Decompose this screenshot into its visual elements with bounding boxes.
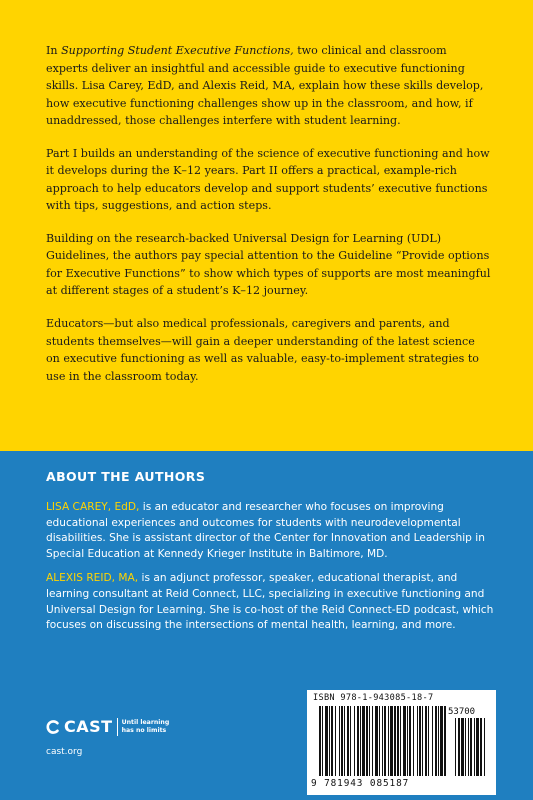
description-paragraph-3: Building on the research-backed Universal Design for Learning (UDL) Guidelines, the authors pay special attention to the Guideline “Provide options for Executive Functions” to show which types of supports are most meaningful at different stages of a student’s K–12 journey. [46, 231, 491, 298]
description-text [46, 42, 491, 400]
author-name-reid: ALEXIS REID, MA, [46, 572, 139, 585]
bio-alexis-reid [46, 571, 496, 633]
price-code: 53700 [448, 707, 476, 717]
tagline-line-1: Until learning [121, 719, 170, 726]
author-name-carey: LISA CAREY, EdD, [46, 501, 140, 513]
logo-row [46, 717, 246, 736]
description-paragraph-4: Educators—but also medical professionals, caregivers and parents, and students themselves—will gain a deeper understanding of the latest science on executive functioning as well as valuable, easy-to-implement strategies to use in the classroom today. [46, 317, 479, 383]
book-title: Supporting Student Executive Functions, [61, 44, 294, 57]
author-bio-reid: is an adjunct professor, speaker, educational therapist, and learning consultant at Reid Connect, LLC, specializing in executive functioning and Universal Design for Learning. She is co-host of the Reid Connect-ED podcast, which focuses on discussing the intersections of mental health, learning, and more. [46, 572, 494, 632]
tagline-line-2: has no limits [121, 726, 167, 734]
about-authors [46, 469, 496, 643]
ean-digits: 9 781943 085187 [311, 778, 410, 789]
publisher-logo [46, 717, 246, 757]
p1-prefix: In [46, 44, 62, 57]
authors-panel [0, 451, 533, 800]
barcode-box [307, 690, 496, 795]
barcode-image [319, 706, 489, 780]
p1-rest: two clinical and classroom experts deliver an insightful and accessible guide to executive functioning skills. Lisa Carey, EdD, and Alexis Reid, MA, explain how these skills develop, how executive functioning challenges show up in the classroom, and how, if unaddressed, those challenges interfere with student learning. [46, 44, 484, 127]
author-bio-carey: is an educator and researcher who focuses on improving educational experiences and outcomes for students with neurodevelopmental disabilities. She is assistant director of the Center for Innovation and Leadership in Special Education at Kennedy Krieger Institute in Baltimore, MD. [46, 501, 485, 560]
description-paragraph-2: Part I builds an understanding of the science of executive functioning and how it develops during the K–12 years. Part II offers a practical, example-rich approach to help educators develop and support students’ executive functions with tips, suggestions, and action steps. [46, 146, 490, 213]
cast-logo-icon [46, 720, 60, 734]
description-paragraph-1 [46, 42, 491, 130]
logo-wordmark: CAST [64, 717, 113, 736]
isbn-text: ISBN 978-1-943085-18-7 [313, 693, 434, 703]
bio-lisa-carey [46, 500, 496, 562]
about-authors-heading: ABOUT THE AUTHORS [46, 469, 206, 484]
logo-divider [117, 718, 118, 736]
publisher-url: cast.org [46, 747, 83, 757]
logo-tagline [122, 719, 170, 734]
